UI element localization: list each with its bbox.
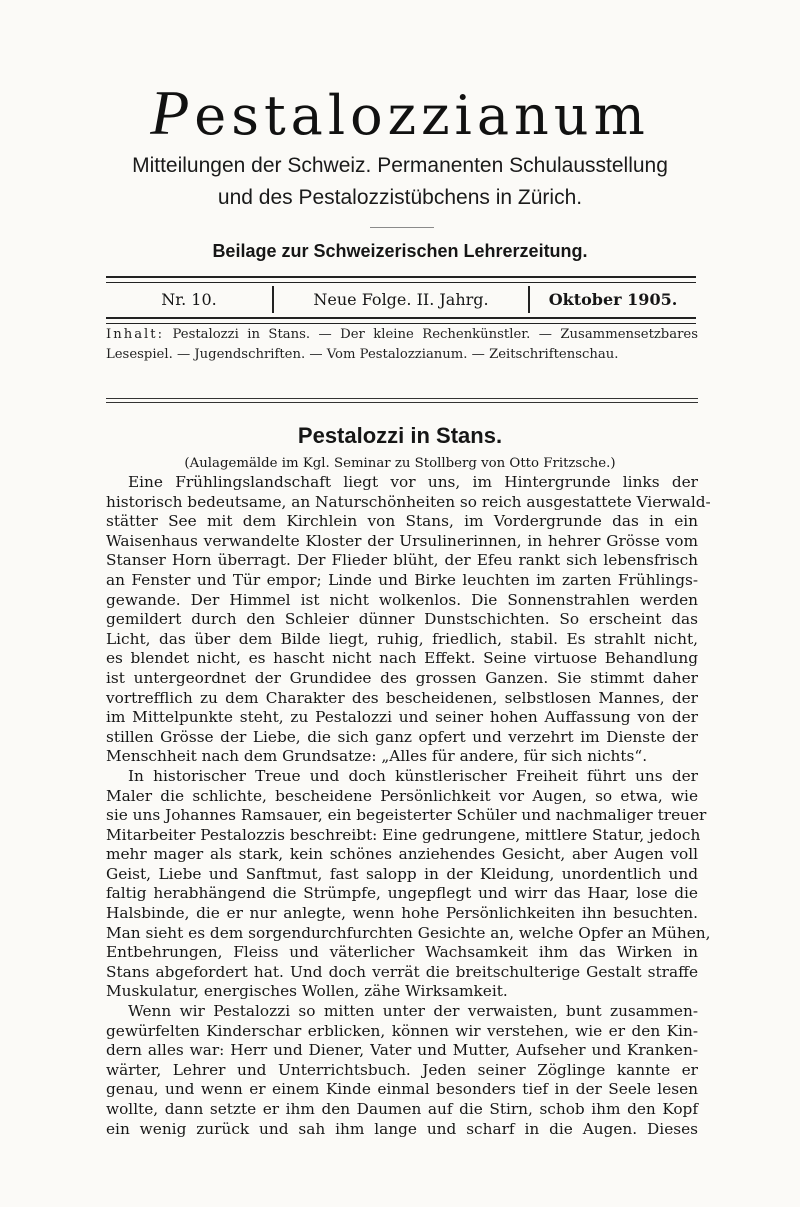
body-line: stillen Grösse der Liebe, die sich ganz opfert und verzehrt im Dienste der [106, 727, 698, 746]
body-line: Menschheit nach dem Grundsatze: „Alles für andere, für sich nichts“. [106, 747, 648, 766]
body-line: gemildert durch den Schleier dünner Dunstschichten. So erscheint das [106, 610, 698, 629]
body-line: Mitarbeiter Pestalozzis beschreibt: Eine gedrungene, mittlere Statur, jedoch [106, 825, 701, 844]
issue-date: Oktober 1905. [548, 290, 678, 309]
body-line: dern alles war: Herr und Diener, Vater und Mutter, Aufseher und Kranken- [106, 1041, 698, 1060]
supplement-line: Beilage zur Schweizerischen Lehrerzeitung. [212, 241, 588, 261]
contents-label: Inhalt: [106, 327, 165, 342]
issue-rule-bottom [106, 317, 696, 324]
body-line: ein wenig zurück und sah ihm lange und scharf in die Augen. Dieses [106, 1119, 698, 1138]
issue-series: Neue Folge. II. Jahrg. [313, 290, 489, 309]
subtitle-line-2: und des Pestalozzistübchens in Zürich. [217, 186, 583, 209]
body-line: Muskulatur, energisches Wollen, zähe Wirksamkeit. [106, 982, 508, 1001]
body-line: Halsbinde, die er nur anlegte, wenn hohe Persönlichkeiten ihn besuchten. [106, 904, 698, 923]
body-line: an Fenster und Tür empor; Linde und Birke leuchten im zarten Frühlings- [106, 570, 698, 589]
issue-rule-top [106, 276, 696, 283]
body-line: im Mittelpunkte steht, zu Pestalozzi und seiner hohen Auffassung von der [106, 708, 698, 727]
article-title: Pestalozzi in Stans. [297, 423, 503, 448]
body-line: Man sieht es dem sorgendurchfurchten Gesichte an, welche Opfer an Mühen, [106, 923, 711, 942]
body-line: Entbehrungen, Fleiss und väterlicher Wachsamkeit ihm das Wirken in [106, 943, 698, 962]
body-line: gewürfelten Kinderschar erblicken, können wir verstehen, wie er den Kin- [106, 1021, 698, 1040]
body-line: Stanser Horn überragt. Der Flieder blüht, der Efeu rankt sich lebensfrisch [106, 551, 698, 570]
body-line: In historischer Treue und doch künstlerischer Freiheit führt uns der [128, 766, 698, 785]
contents-text: Pestalozzi in Stans. — Der kleine Rechenkünstler. — Zusammensetzbares Lesespiel. — Jugendschriften. — Vom Pestalozzianum. — Zeitschriftenschau. [106, 327, 698, 362]
issue-info-row [106, 285, 696, 315]
body-line: sie uns Johannes Ramsauer, ein begeisterter Schüler und nachmaliger treuer [106, 806, 707, 825]
body-line: stätter See mit dem Kirchlein von Stans, im Vordergrunde das in ein [106, 512, 698, 531]
body-line: wärter, Lehrer und Unterrichtsbuch. Jeden seiner Zöglinge kannte er [106, 1060, 698, 1079]
subtitle-line-1: Mitteilungen der Schweiz. Permanenten Schulausstellung [132, 154, 668, 177]
body-line: gewande. Der Himmel ist nicht wolkenlos. Die Sonnenstrahlen werden [106, 590, 698, 609]
body-line: Wenn wir Pestalozzi so mitten unter der verwaisten, bunt zusammen- [128, 1002, 698, 1021]
body-line: mehr mager als stark, kein schönes anziehendes Gesicht, aber Augen voll [106, 845, 698, 864]
contents-rule [106, 402, 698, 403]
short-divider [370, 227, 434, 228]
masthead-rest: estalozzianum [194, 84, 650, 147]
body-line: ist untergeordnet der Grundidee des grossen Ganzen. Sie stimmt daher [106, 668, 698, 687]
table-of-contents [106, 325, 698, 365]
body-line: Waisenhaus verwandelte Kloster der Ursulinerinnen, in hehrer Grösse vom [106, 531, 698, 550]
body-line: vortrefflich zu dem Charakter des bescheidenen, selbstlosen Mannes, der [106, 688, 698, 707]
body-line: historisch bedeutsame, an Naturschönheiten so reich ausgestattete Vierwald- [106, 492, 711, 511]
body-line: faltig herabhängend die Strümpfe, ungepflegt und wirr das Haar, lose die [106, 884, 698, 903]
body-line: Licht, das über dem Bilde liegt, ruhig, friedlich, stabil. Es strahlt nicht, [106, 629, 698, 648]
body-line: es blendet nicht, es hascht nicht nach Effekt. Seine virtuose Behandlung [106, 649, 698, 668]
masthead-initial: P [150, 77, 195, 148]
body-line: Maler die schlichte, bescheidene Persönlichkeit vor Augen, so etwa, wie [106, 786, 698, 805]
body-line: wollte, dann setzte er ihm den Daumen auf die Stirn, schob ihm den Kopf [106, 1100, 698, 1118]
contents-rule [106, 398, 698, 399]
body-line: genau, und wenn er einem Kinde einmal besonders tief in der Seele lesen [106, 1080, 698, 1099]
body-line: Stans abgefordert hat. Und doch verrät die breitschulterige Gestalt straffe [106, 962, 698, 981]
article-body [106, 473, 711, 1139]
issue-number: Nr. 10. [161, 290, 217, 309]
article-caption: (Aulagemälde im Kgl. Seminar zu Stollberg von Otto Fritzsche.) [184, 456, 616, 471]
body-line: Eine Frühlingslandschaft liegt vor uns, im Hintergrunde links der [128, 473, 698, 491]
body-line: Geist, Liebe und Sanftmut, fast salopp in der Kleidung, unordentlich und [106, 864, 698, 883]
masthead-title [0, 78, 800, 151]
